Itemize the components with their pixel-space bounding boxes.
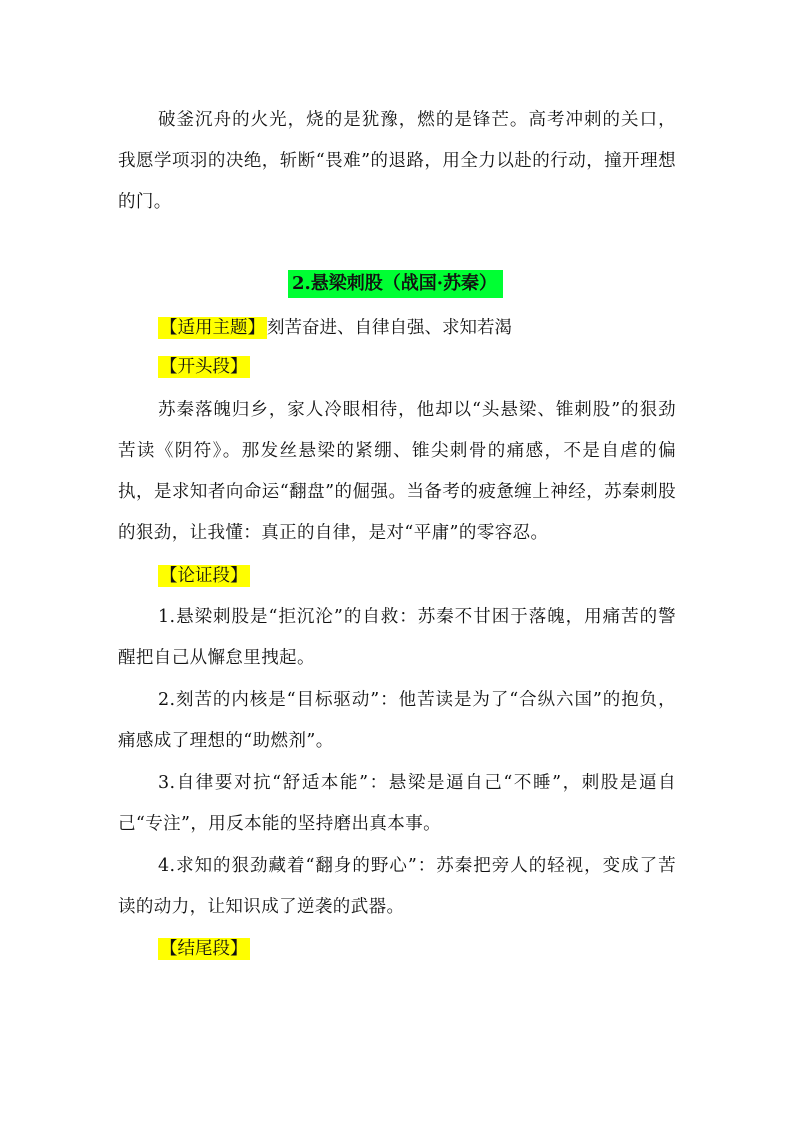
opening-label-row bbox=[158, 354, 250, 380]
argument-item: 4.求知的狠劲藏着“翻身的野心”：苏秦把旁人的轻视，变成了苦读的动力，让知识成了逆袭的武器。 bbox=[118, 856, 676, 917]
argument-item: 3.自律要对抗“舒适本能”：悬梁是逼自己“不睡”，刺股是逼自己“专注”，用反本能的坚持磨出真本事。 bbox=[118, 773, 676, 834]
ending-label: 【结尾段】 bbox=[160, 939, 248, 959]
theme-row bbox=[158, 315, 512, 341]
opening-label: 【开头段】 bbox=[160, 357, 248, 377]
intro-paragraph: 破釜沉舟的火光，烧的是犹豫，燃的是锋芒。高考冲刺的关口，我愿学项羽的决绝，斩断“畏难”的退路，用全力以赴的行动，撞开理想的门。 bbox=[118, 110, 676, 212]
argument-label: 【论证段】 bbox=[160, 566, 248, 586]
argument-item: 1.悬梁刺股是“拒沉沦”的自救：苏秦不甘困于落魄，用痛苦的警醒把自己从懈怠里拽起。 bbox=[118, 607, 676, 668]
section-title: 2.悬梁刺股（战国·苏秦） bbox=[288, 270, 503, 298]
argument-label-row bbox=[158, 563, 250, 589]
theme-text: 刻苦奋进、自律自强、求知若渴 bbox=[267, 318, 512, 338]
ending-label-row bbox=[158, 936, 250, 962]
theme-label: 【适用主题】 bbox=[160, 318, 265, 338]
opening-paragraph: 苏秦落魄归乡，家人冷眼相待，他却以“头悬梁、锥刺股”的狠劲苦读《阴符》。那发丝悬梁的紧绷、锥尖刺骨的痛感，不是自虐的偏执，是求知者向命运“翻盘”的倔强。当备考的疲惫缠上神经，苏秦刺股的狠劲，让我懂：真正的自律，是对“平庸”的零容忍。 bbox=[118, 400, 676, 543]
argument-item: 2.刻苦的内核是“目标驱动”：他苦读是为了“合纵六国”的抱负，痛感成了理想的“助燃剂”。 bbox=[118, 690, 676, 751]
